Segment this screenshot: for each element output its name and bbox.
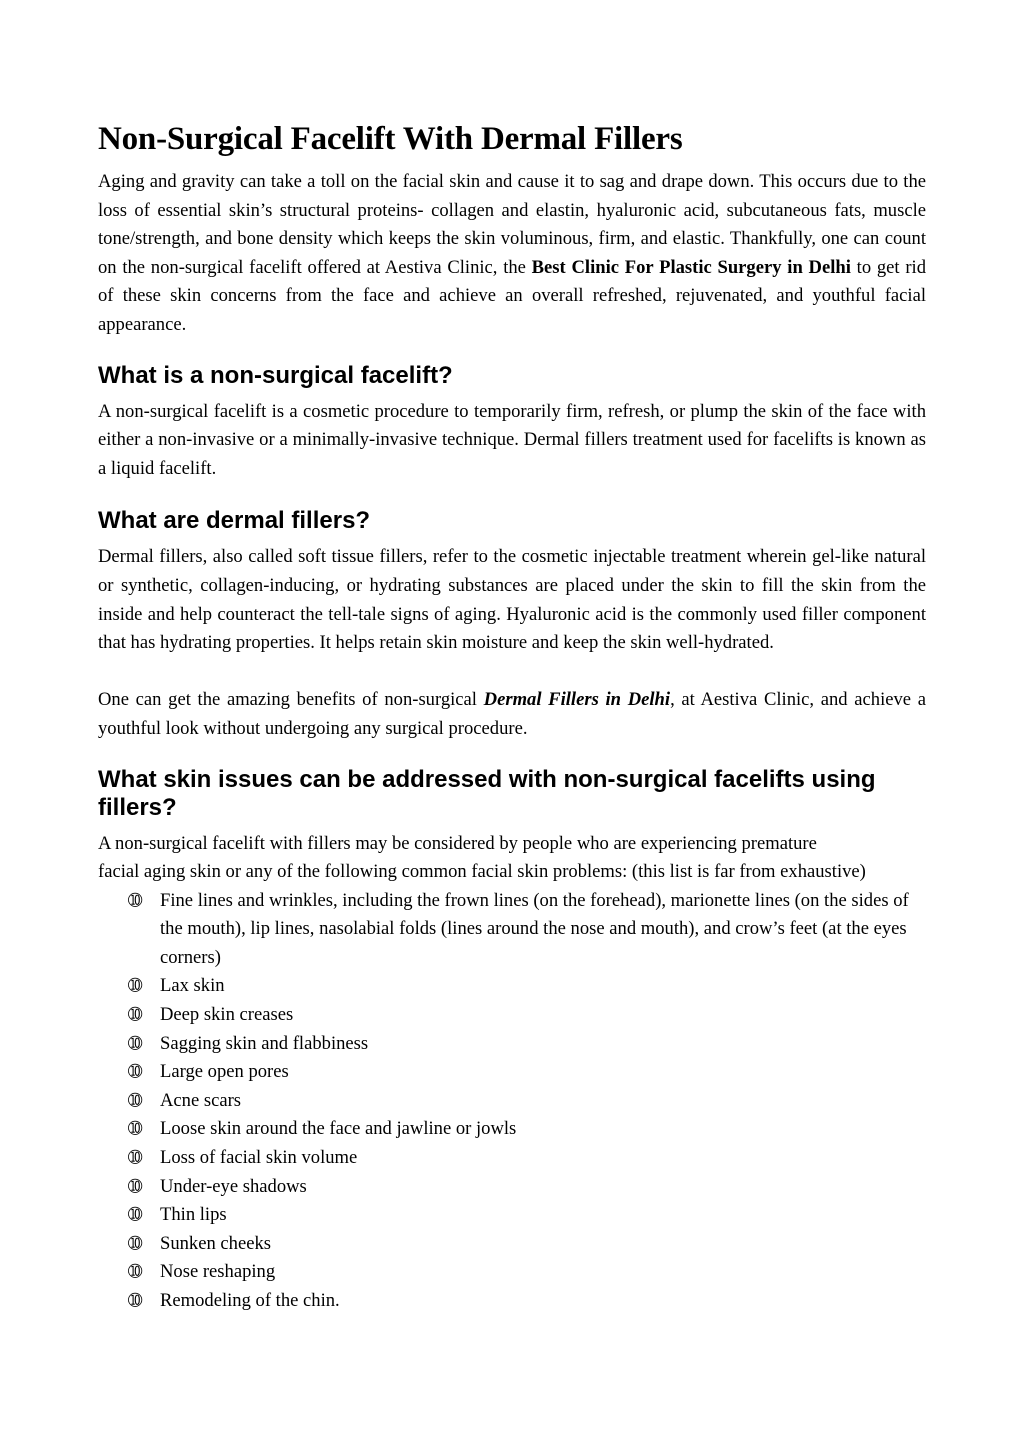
- list-item: ➉ Fine lines and wrinkles, including the frown lines (on the forehead), marionette lines (on the sides of the mouth), lip lines, nasolabial folds (lines around the nose and mouth), and crow’s feet (at the eyes corners): [98, 887, 926, 973]
- list-item: ➉ Remodeling of the chin.: [98, 1287, 926, 1316]
- numbered-10-bullet-icon: ➉: [128, 976, 143, 997]
- list-item: ➉ Lax skin: [98, 972, 926, 1001]
- numbered-10-bullet-icon: ➉: [128, 1291, 143, 1311]
- dermal-fillers-link[interactable]: Dermal Fillers in Delhi: [483, 689, 671, 711]
- intro-text-part1: Aging and gravity can take a toll on the facial skin and cause it to sag and drape down. This occurs due to the loss of essential skin’s structural proteins- collagen and elastin, hyaluronic acid, subcutaneous fats, muscle tone/strength, and bone density which keeps the skin voluminous, firm, and elastic. Thankfully, one can count on the non-surgical facelift offered at Aestiva Clinic, the: [98, 171, 926, 278]
- document-page: [98, 118, 926, 1316]
- numbered-10-bullet-icon: ➉: [128, 1033, 143, 1054]
- section-body-skin-issues: [98, 830, 926, 887]
- page-title: Non-Surgical Facelift With Dermal Fillers: [98, 121, 683, 157]
- list-item: ➉ Sagging skin and flabbiness: [98, 1030, 926, 1059]
- section-body-dermal-fillers: Dermal fillers, also called soft tissue fillers, refer to the cosmetic injectable treatment wherein gel-like natural or synthetic, collagen-inducing, or hydrating substances are placed under the skin to fill the skin from the inside and help counteract the tell-tale signs of aging. Hyaluronic acid is the commonly used filler component that has hydrating properties. It helps retain skin moisture and keep the skin well-hydrated.: [98, 546, 926, 654]
- numbered-10-bullet-icon: ➉: [128, 1090, 143, 1111]
- numbered-10-bullet-icon: ➉: [128, 1205, 143, 1226]
- numbered-10-bullet-icon: ➉: [128, 1148, 143, 1169]
- skin-issues-line-1: A non-surgical facelift with fillers may be considered by people who are experiencing premature: [98, 832, 817, 854]
- section-heading-what-is-facelift: What is a non-surgical facelift?: [98, 361, 453, 389]
- numbered-10-bullet-icon: ➉: [128, 1233, 143, 1254]
- section-body-what-is-facelift: A non-surgical facelift is a cosmetic procedure to temporarily firm, refresh, or plump the skin of the face with either a non-invasive or a minimally-invasive technique. Dermal fillers treatment used for facelifts is known as a liquid facelift.: [98, 400, 926, 479]
- section-heading-dermal-fillers: What are dermal fillers?: [98, 507, 371, 535]
- numbered-10-bullet-icon: ➉: [128, 1119, 143, 1140]
- list-item: ➉ Under-eye shadows: [98, 1173, 926, 1202]
- section-heading-skin-issues: What skin issues can be addressed with non-surgical facelifts using fillers?: [98, 765, 876, 821]
- numbered-10-bullet-icon: ➉: [128, 1176, 143, 1197]
- list-item: ➉ Loss of facial skin volume: [98, 1144, 926, 1173]
- list-item: ➉ Nose reshaping: [98, 1258, 926, 1287]
- skin-issues-list: [98, 887, 926, 1316]
- numbered-10-bullet-icon: ➉: [128, 890, 143, 911]
- list-item: ➉ Thin lips: [98, 1201, 926, 1230]
- intro-paragraph: [98, 168, 926, 340]
- numbered-10-bullet-icon: ➉: [128, 1262, 143, 1283]
- numbered-10-bullet-icon: ➉: [128, 1005, 143, 1026]
- cta-text-part2: , at Aestiva Clinic, and achieve a youthful look without undergoing any surgical procedure.: [98, 689, 926, 739]
- cta-paragraph: [98, 686, 926, 743]
- list-item: ➉ Large open pores: [98, 1058, 926, 1087]
- list-item: ➉ Acne scars: [98, 1087, 926, 1116]
- list-item: ➉ Loose skin around the face and jawline or jowls: [98, 1115, 926, 1144]
- list-item: ➉ Deep skin creases: [98, 1001, 926, 1030]
- skin-issues-line-2: facial aging skin or any of the following common facial skin problems: (this list is far from exhaustive): [98, 861, 866, 883]
- list-item: ➉ Sunken cheeks: [98, 1230, 926, 1259]
- cta-text-part1: One can get the amazing benefits of non-surgical: [98, 689, 484, 711]
- best-clinic-link[interactable]: Best Clinic For Plastic Surgery in Delhi: [531, 256, 851, 278]
- numbered-10-bullet-icon: ➉: [128, 1062, 143, 1083]
- intro-text-part2: to get rid of these skin concerns from the face and achieve an overall refreshed, rejuvenated, and youthful facial appearance.: [98, 256, 926, 335]
